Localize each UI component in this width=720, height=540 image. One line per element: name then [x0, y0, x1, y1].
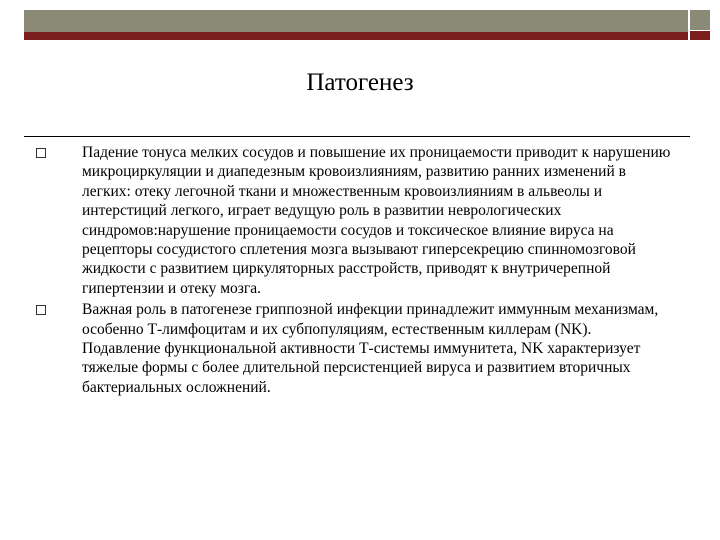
bullet-text: Важная роль в патогенезе гриппозной инфекции принадлежит иммунным механизмам, особенно Т-лимфоцитам и их субпопуляциям, естественным киллерам (NK). Подавление функциональной активности Т-системы иммунитета, NK характеризует тяжелые формы с более длительной персистенцией вируса и развитием вторичных бактериальных осложнений. [82, 301, 659, 396]
bullet-text: Падение тонуса мелких сосудов и повышение их проницаемости приводит к нарушению микроциркуляции и диапедезным кровоизлияниям, развитию ранних изменений в легких: отеку легочной ткани и множественным кровоизлияниям в альвеолы и интерстиций легкого, играет ведущую роль в развитии неврологических синдромов:нарушение проницаемости сосудов и токсическое влияние вируса на рецепторы сосудистого сплетения мозга вызывают гиперсекрецию спинномозговой жидкости с развитием циркуляторных расстройств, приводят к внутричерепной гипертензии и отеку мозга. [82, 144, 671, 297]
header-decor-bar [24, 10, 688, 40]
slide-body [36, 143, 672, 399]
square-bullet-icon [36, 148, 46, 158]
slide-title: Патогенез [306, 68, 414, 96]
header-corner-accent [690, 31, 710, 40]
bullet-item-2 [36, 300, 672, 397]
title-divider [24, 136, 690, 137]
bullet-item-1 [36, 143, 672, 298]
square-bullet-icon [36, 305, 46, 315]
header-corner-square [690, 10, 710, 30]
